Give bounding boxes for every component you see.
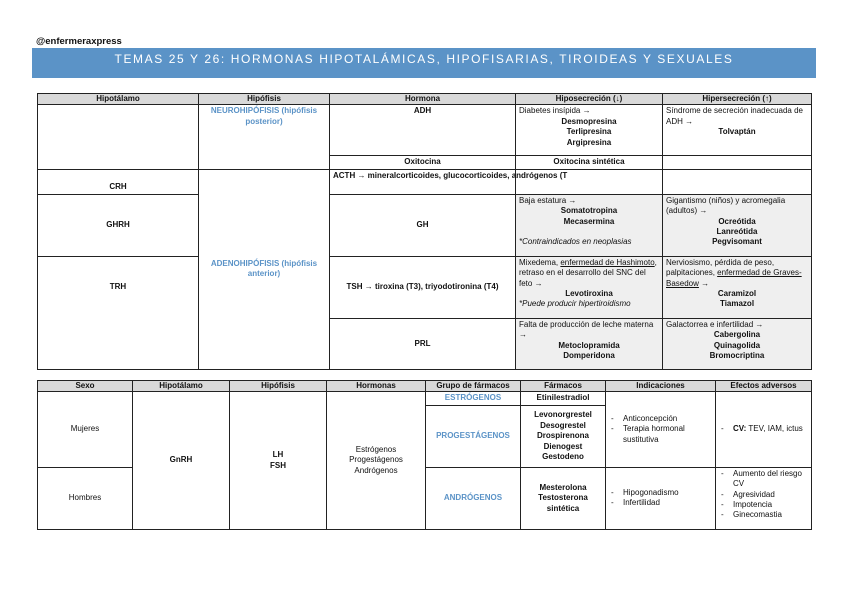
adverse-text: TEV, IAM, ictus (746, 424, 803, 434)
hormones-table (37, 93, 812, 370)
sex-cell: Hombres (38, 467, 133, 529)
note-text: *Puede producir hipertiroidismo (519, 299, 631, 309)
col-header: Hiposecreción (↓) (516, 94, 663, 105)
drug-group-cell (426, 392, 521, 405)
hormone-cell: GH (330, 194, 516, 256)
list-item (719, 424, 808, 434)
neurohypophysis-cell (199, 105, 330, 169)
sex-hormones-table (37, 380, 812, 530)
drug-name: Mesterolona (539, 482, 587, 492)
neurohypophysis-label: NEUROHIPÓFISIS (hipófisis posterior) (210, 106, 318, 126)
disease-link: enfermedad de Hashimoto (560, 257, 655, 267)
hyposecretion-cell (516, 194, 663, 256)
drug-group-progestagens: PROGESTÁGENOS (436, 431, 510, 441)
drug-name: Caramizol (717, 289, 757, 299)
condition-text: Síndrome de secreción inadecuada de ADH → (666, 106, 803, 126)
hypersecretion-cell (663, 318, 812, 369)
hormone-cell: Oxitocina (330, 156, 516, 169)
drug-name: Tolvaptán (718, 127, 756, 137)
pituitary-cell (230, 392, 327, 529)
drug-name: Quinagolida (713, 340, 761, 350)
hypersecretion-cell (663, 156, 812, 169)
col-header: Hormonas (327, 381, 426, 392)
condition-text: Nerviosismo, pérdida de peso, palpitaciones, (666, 257, 775, 278)
drugs-cell (521, 405, 606, 467)
drug-name: Terlipresina (566, 127, 612, 137)
drug-name: Levotiroxina (565, 289, 613, 299)
condition-text: , retraso en el desarrollo del SNC del feto → (519, 257, 657, 288)
condition-text: Galactorrea e infertilidad → (666, 319, 764, 329)
drug-group-cell (426, 467, 521, 529)
condition-text: Falta de producción de leche materna → (519, 319, 654, 340)
drug-group-cell (426, 405, 521, 467)
list-item: - Infertilidad (609, 498, 712, 508)
col-header: Hipotálamo (38, 94, 199, 105)
condition-text: Baja estatura → (519, 195, 577, 205)
col-header: Sexo (38, 381, 133, 392)
list-item: - Ginecomastia (719, 510, 808, 520)
hyposecretion-cell (516, 256, 663, 318)
hypersecretion-cell (663, 256, 812, 318)
col-header: Indicaciones (606, 381, 716, 392)
hyposecretion-cell (516, 318, 663, 369)
hyposecretion-cell: Oxitocina sintética (516, 156, 663, 169)
drug-name: Gestodeno (542, 451, 584, 461)
drug-name: Cabergolina (713, 330, 761, 340)
col-header: Grupo de fármacos (426, 381, 521, 392)
table-row (38, 256, 812, 318)
col-header: Hipersecreción (↑) (663, 94, 812, 105)
hypothalamus-cell: CRH (38, 169, 199, 194)
drug-name: Levonorgrestel (534, 410, 592, 420)
adverse-effects-cell (716, 467, 812, 529)
hormone-cell: TSH → tiroxina (T3), triyodotironina (T4) (330, 256, 516, 318)
author-handle: @enfermeraxpress (36, 36, 122, 47)
hormone-name: Estrógenos (355, 445, 397, 454)
col-header: Efectos adversos (716, 381, 812, 392)
list-item: - Aumento del riesgo CV (719, 469, 808, 490)
hypothalamus-cell: TRH (38, 256, 199, 369)
hypersecretion-cell (663, 194, 812, 256)
hypothalamus-cell: GnRH (133, 392, 230, 529)
drug-group-estrogens: ESTRÓGENOS (444, 393, 502, 403)
drug-name: Drospirenona (536, 431, 589, 441)
adenohypophysis-label: ADENOHIPÓFISIS (hipófisis anterior) (210, 258, 318, 279)
hormone-cell: ACTH → mineralcorticoides, glucocorticoides, andrógenos (T (330, 169, 516, 194)
drug-name: Somatotropina (560, 206, 618, 216)
adenohypophysis-cell (199, 169, 330, 369)
condition-text: Mixedema, (519, 257, 561, 267)
drug-name: Desmopresina (561, 116, 617, 126)
drug-name: Domperidona (563, 351, 615, 361)
disease-link: enfermedad de Graves-Basedow (666, 268, 802, 288)
list-item: - Anticoncepción (609, 414, 712, 424)
list-item: - Impotencia (719, 500, 808, 510)
col-header: Hipófisis (199, 94, 330, 105)
condition-text: Gigantismo (niños) y acromegalia (adultos) → (666, 195, 786, 216)
drug-name: Tiamazol (719, 299, 755, 309)
drug-name: Mecasermina (563, 216, 615, 226)
col-header: Hipófisis (230, 381, 327, 392)
drug-name: Pegvisomant (712, 237, 762, 247)
note-text: *Contraindicados en neoplasias (519, 237, 632, 247)
table-header-row (38, 94, 812, 105)
drug-name: Bromocriptina (709, 351, 765, 361)
list-item: - Terapia hormonal sustitutiva (609, 424, 712, 445)
table-row (38, 194, 812, 256)
condition-text: Diabetes insípida → (519, 106, 591, 116)
list-item: - Agresividad (719, 490, 808, 500)
hormone-name: Progestágenos (349, 455, 403, 465)
hormone-cell: ADH (330, 105, 516, 156)
drugs-cell (521, 467, 606, 529)
indications-cell (606, 467, 716, 529)
col-header: Fármacos (521, 381, 606, 392)
col-header: Hormona (330, 94, 516, 105)
drug-name: Desogrestel (540, 420, 586, 430)
table-header-row (38, 381, 812, 392)
drugs-cell: Etinilestradiol (521, 392, 606, 405)
drug-name: Lanreótida (716, 227, 758, 237)
hormones-cell (327, 392, 426, 529)
hypersecretion-cell (663, 169, 812, 194)
hypothalamus-cell (38, 105, 199, 169)
table-row (38, 105, 812, 156)
hormone-name: LH (272, 450, 284, 460)
adverse-effects-cell (716, 392, 812, 467)
drug-group-androgens: ANDRÓGENOS (443, 493, 503, 503)
hypersecretion-cell (663, 105, 812, 156)
hormone-name: Andrógenos (354, 465, 398, 475)
hormone-cell: PRL (330, 318, 516, 369)
indications-cell (606, 392, 716, 467)
drug-name: Metoclopramida (558, 340, 620, 350)
hormone-name: FSH (270, 460, 286, 470)
table-row (38, 392, 812, 405)
hypothalamus-cell: GHRH (38, 194, 199, 256)
sex-cell: Mujeres (38, 392, 133, 467)
list-item: - Hipogonadismo (609, 488, 712, 498)
page-title: TEMAS 25 Y 26: HORMONAS HIPOTALÁMICAS, HIPOFISARIAS, TIROIDEAS Y SEXUALES (32, 48, 816, 78)
drug-name: Argipresina (566, 137, 612, 147)
drug-name: Ocreótida (718, 216, 756, 226)
adverse-label: CV: (733, 424, 747, 434)
drug-name: Testosterona sintética (538, 493, 588, 513)
col-header: Hipotálamo (133, 381, 230, 392)
condition-text: → (698, 278, 710, 288)
table-row (38, 169, 812, 194)
drug-name: Dienogest (543, 441, 583, 451)
hyposecretion-cell (516, 105, 663, 156)
